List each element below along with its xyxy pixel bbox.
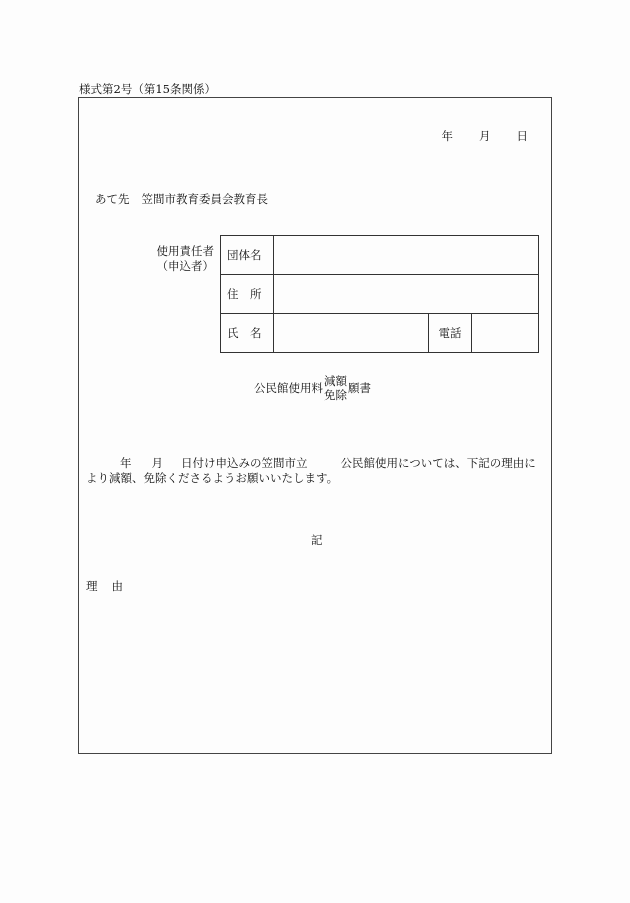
- phone-label: 電話: [429, 314, 472, 353]
- name-label: 氏 名: [221, 314, 274, 353]
- applicant-label-line2: （申込者）: [156, 259, 214, 273]
- title-option-reduction[interactable]: 減額: [324, 374, 347, 388]
- form-frame: [78, 97, 552, 754]
- applicant-label: [157, 244, 215, 274]
- body-text-part1: 日付け申込みの笠間市立: [181, 456, 308, 470]
- date-line: [442, 128, 529, 144]
- form-number-label: 様式第2号（第15条関係）: [79, 82, 216, 96]
- address-field[interactable]: [274, 275, 539, 314]
- title-options: [324, 374, 347, 402]
- reason-char-2: 由: [111, 579, 123, 593]
- applicant-label-line1: 使用責任者: [156, 244, 214, 258]
- table-row: [221, 314, 539, 353]
- addressee-line: [95, 191, 268, 207]
- group-name-field[interactable]: [274, 236, 539, 275]
- date-month-label: 月: [479, 129, 491, 143]
- applicant-info-table: [220, 235, 539, 353]
- ki-heading: 記: [311, 533, 323, 547]
- body-month-label: 月: [151, 456, 163, 470]
- document-title: [254, 374, 371, 402]
- name-field[interactable]: [274, 314, 429, 353]
- phone-field[interactable]: [472, 314, 539, 353]
- body-year-label: 年: [120, 456, 132, 470]
- date-year-label: 年: [441, 129, 453, 143]
- addressee-name: 笠間市教育委員会教育長: [141, 192, 268, 206]
- reason-label: [86, 578, 123, 594]
- address-label: 住 所: [221, 275, 274, 314]
- reason-char-1: 理: [86, 579, 98, 593]
- body-text-part2: 公民館使用については、下記の理由により減額、免除くださるようお願いいたします。: [86, 456, 536, 485]
- table-row: [221, 236, 539, 275]
- title-suffix: 願書: [348, 381, 371, 395]
- request-body-text: [86, 456, 546, 486]
- date-day-label: 日: [516, 129, 528, 143]
- title-option-exemption[interactable]: 免除: [324, 388, 347, 402]
- addressee-prefix: あて先: [95, 192, 130, 206]
- group-name-label: 団体名: [221, 236, 274, 275]
- title-prefix: 公民館使用料: [254, 381, 323, 395]
- table-row: [221, 275, 539, 314]
